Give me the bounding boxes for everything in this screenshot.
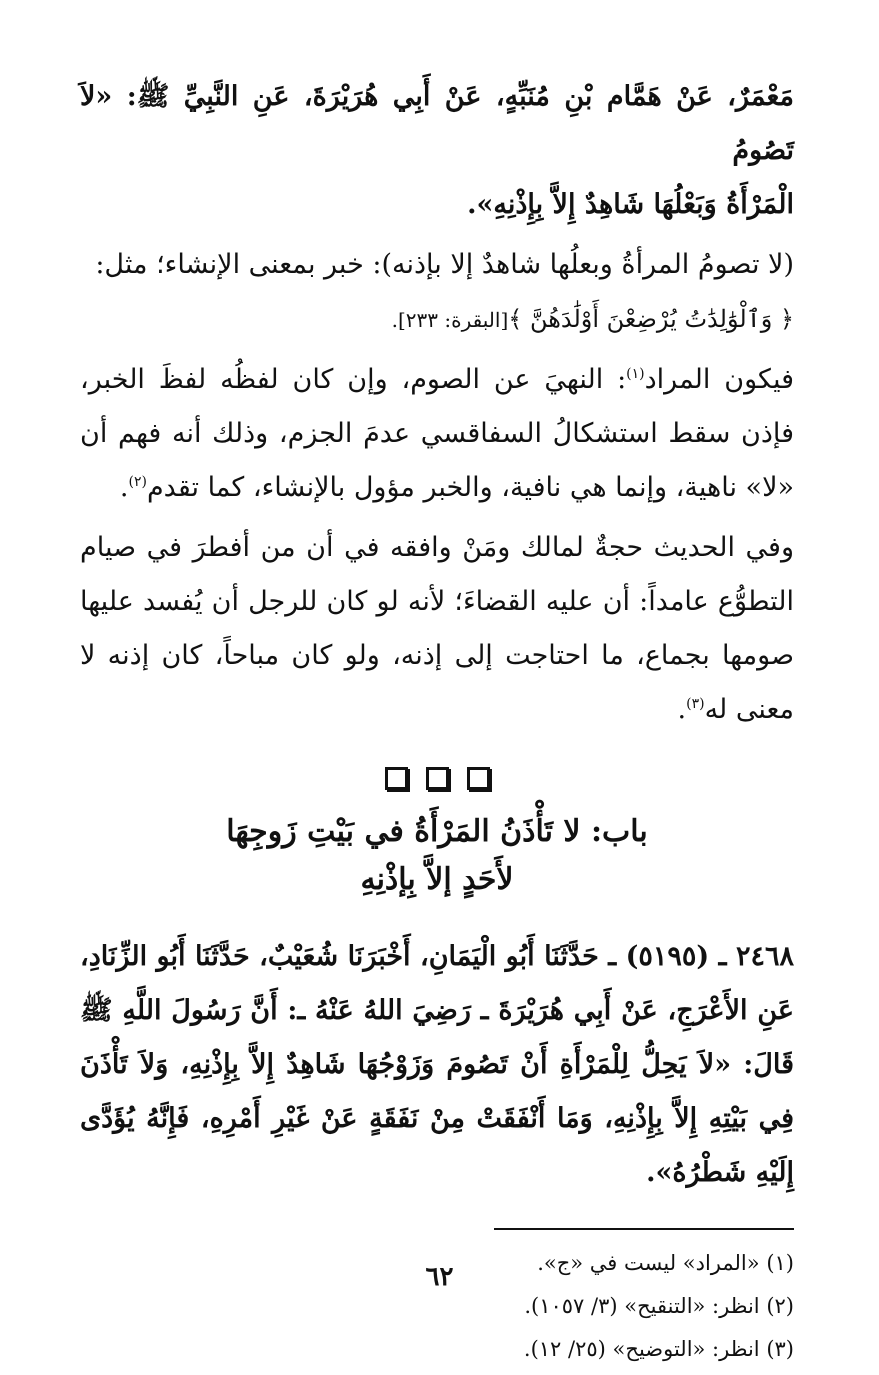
verse-reference: [البقرة: ٢٣٣].	[391, 308, 509, 332]
commentary-paragraph-1	[80, 238, 794, 347]
commentary-2-text-a: فيكون المراد	[644, 364, 794, 395]
commentary-1-text: (لا تصومُ المرأةُ وبعلُها شاهدٌ إلا بإذنه): خبر بمعنى الإنشاء؛ مثل:	[95, 249, 794, 280]
hadith-2468: ٢٤٦٨ ـ (٥١٩٥) ـ حَدَّثَنَا أَبُو الْيَمَانِ، أَخْبَرَنَا شُعَيْبٌ، حَدَّثَنَا أَبُو الزِّنَادِ، عَنِ الأَعْرَجِ، عَنْ أَبِي هُرَيْرَةَ ـ رَضِيَ اللهُ عَنْهُ ـ: أَنَّ رَسُولَ اللَّهِ ﷺ قَالَ: «لاَ يَحِلُّ لِلْمَرْأَةِ أَنْ تَصُومَ وَزَوْجُهَا شَاهِدٌ إِلاَّ بِإِذْنِهِ، وَلاَ تَأْذَنَ فِي بَيْتِهِ إِلاَّ بِإِذْنِهِ، وَمَا أَنْفَقَتْ مِنْ نَفَقَةٍ عَنْ غَيْرِ أَمْرِهِ، فَإِنَّهُ يُؤَدَّى إِلَيْهِ شَطْرُهُ».	[80, 941, 794, 1188]
hadith-line-1: مَعْمَرٌ، عَنْ هَمَّام بْنِ مُنَبِّهٍ، عَنْ أَبِي هُرَيْرَةَ، عَنِ النَّبِيِّ ﷺ: «لاَ تَصُومُ	[80, 81, 794, 166]
footnote-marker-1: (١)	[626, 366, 645, 382]
hadith-line-2: الْمَرْأَةُ وَبَعْلُهَا شَاهِدٌ إِلاَّ بِإِذْنِهِ».	[467, 189, 794, 220]
chapter-heading	[80, 808, 794, 904]
footnote-divider	[494, 1228, 794, 1230]
section-separator	[80, 767, 794, 790]
separator-box-icon	[426, 767, 449, 790]
footnote-text: انظر: «التوضيح» (٢٥/ ١٢).	[523, 1337, 760, 1361]
footnote-text: «المراد» ليست في «ج».	[537, 1251, 760, 1275]
hadith-continuation	[80, 70, 794, 232]
footnote-marker-2: (٢)	[128, 474, 147, 490]
commentary-2-text-c: .	[119, 472, 129, 503]
footnote-text: انظر: «التنقيح» (٣/ ١٠٥٧).	[524, 1294, 760, 1318]
commentary-2-text-b: : النهيَ عن الصوم، وإن كان لفظُه لفظَ الخبر، فإذن سقط استشكالُ السفاقسي عدمَ الجزم، وذلك أنه فهم أن «لا» ناهية، وإنما هي نافية، والخبر مؤول بالإنشاء، كما تقدم	[80, 364, 794, 503]
commentary-3-text-b: .	[677, 694, 687, 725]
chapter-heading-line-1: باب: لا تَأْذَنُ المَرْأَةُ في بَيْتِ زَوجِهَا	[226, 814, 648, 849]
footnote-number: (٢)	[766, 1294, 794, 1318]
footnote-number: (١)	[766, 1251, 794, 1275]
commentary-paragraph-3	[80, 521, 794, 737]
chapter-heading-line-2: لأَحَدٍ إلاَّ بِإذْنِهِ	[360, 862, 514, 897]
quran-verse: ﴿ وَٱلْوَٰلِدَٰتُ يُرْضِعْنَ أَوْلَٰدَهُنَّ ﴾	[508, 305, 794, 333]
page-body	[80, 70, 794, 1371]
page-number: ٦٢	[425, 1262, 454, 1292]
footnote-3	[80, 1328, 794, 1371]
footnote-marker-3: (٣)	[686, 696, 705, 712]
separator-box-icon	[385, 767, 408, 790]
footnote-number: (٣)	[766, 1337, 794, 1361]
commentary-paragraph-2	[80, 353, 794, 515]
commentary-3-text-a: وفي الحديث حجةٌ لمالك ومَنْ وافقه في أن من أفطرَ في صيام التطوُّع عامداً: أن عليه القضاءَ؛ لأنه لو كان للرجل أن يُفسد عليها صومها بجماع، ما احتاجت إلى إذنه، ولو كان مباحاً، كان إذنه لا معنى له	[80, 532, 794, 725]
separator-box-icon	[467, 767, 490, 790]
